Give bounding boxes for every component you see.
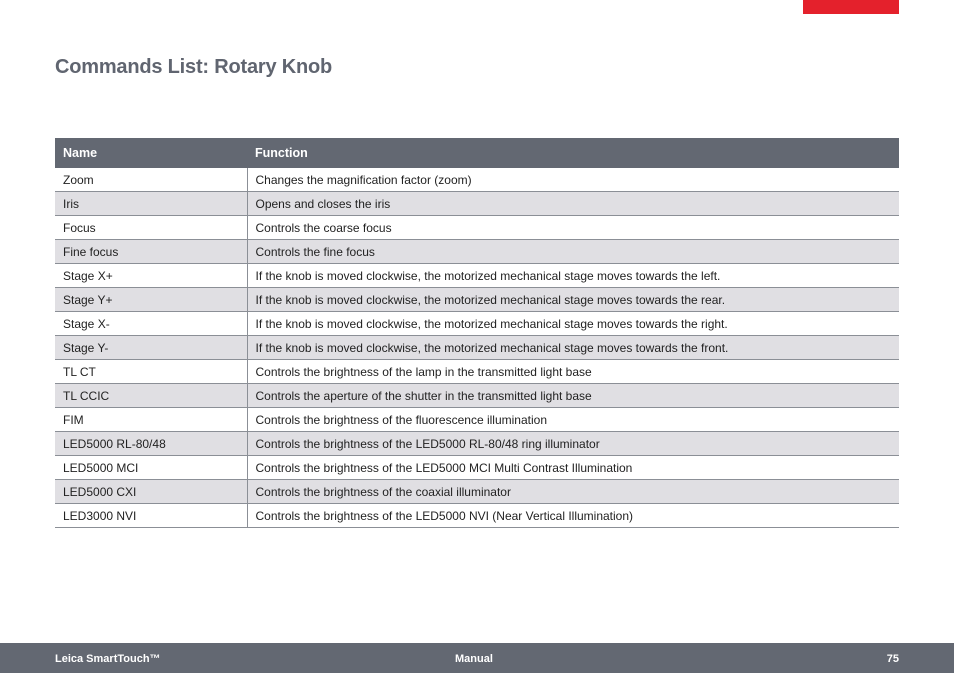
command-function: Controls the coarse focus (247, 216, 899, 240)
command-function: Controls the brightness of the coaxial illuminator (247, 480, 899, 504)
command-function: Controls the brightness of the LED5000 NVI (Near Vertical Illumination) (247, 504, 899, 528)
command-function: Controls the fine focus (247, 240, 899, 264)
table-row (55, 432, 899, 456)
command-name: Stage X- (55, 312, 247, 336)
command-name: Stage X+ (55, 264, 247, 288)
command-function: Changes the magnification factor (zoom) (247, 168, 899, 192)
command-name: Stage Y+ (55, 288, 247, 312)
table-row (55, 288, 899, 312)
table-row (55, 312, 899, 336)
command-function: Controls the brightness of the LED5000 MCI Multi Contrast Illumination (247, 456, 899, 480)
column-header-name: Name (55, 138, 247, 168)
command-function: Controls the brightness of the fluorescence illumination (247, 408, 899, 432)
commands-table (55, 138, 899, 528)
table-row (55, 168, 899, 192)
page-number: 75 (886, 653, 899, 665)
footer-brand: Leica SmartTouch™ (55, 653, 161, 665)
column-header-function: Function (247, 138, 899, 168)
table-row (55, 192, 899, 216)
command-function: Controls the aperture of the shutter in the transmitted light base (247, 384, 899, 408)
page-footer (0, 643, 954, 673)
table-row (55, 336, 899, 360)
table-row (55, 480, 899, 504)
table-row (55, 264, 899, 288)
table-row (55, 504, 899, 528)
command-name: TL CCIC (55, 384, 247, 408)
command-function: If the knob is moved clockwise, the motorized mechanical stage moves towards the left. (247, 264, 899, 288)
command-name: Fine focus (55, 240, 247, 264)
command-function: Controls the brightness of the lamp in the transmitted light base (247, 360, 899, 384)
command-function: Controls the brightness of the LED5000 RL-80/48 ring illuminator (247, 432, 899, 456)
command-name: LED5000 RL-80/48 (55, 432, 247, 456)
table-header-row (55, 138, 899, 168)
table-header (55, 138, 899, 168)
command-function: Opens and closes the iris (247, 192, 899, 216)
table-row (55, 408, 899, 432)
command-name: TL CT (55, 360, 247, 384)
command-name: Zoom (55, 168, 247, 192)
command-name: LED3000 NVI (55, 504, 247, 528)
table-body (55, 168, 899, 528)
table-row (55, 216, 899, 240)
page-title: Commands List: Rotary Knob (55, 56, 333, 78)
command-name: Stage Y- (55, 336, 247, 360)
command-function: If the knob is moved clockwise, the motorized mechanical stage moves towards the front. (247, 336, 899, 360)
table-row (55, 456, 899, 480)
command-function: If the knob is moved clockwise, the motorized mechanical stage moves towards the right. (247, 312, 899, 336)
command-name: Focus (55, 216, 247, 240)
footer-section: Manual (455, 653, 493, 665)
accent-tab (803, 0, 899, 14)
command-name: LED5000 CXI (55, 480, 247, 504)
command-name: Iris (55, 192, 247, 216)
table-row (55, 360, 899, 384)
command-name: LED5000 MCI (55, 456, 247, 480)
table-row (55, 240, 899, 264)
table-row (55, 384, 899, 408)
command-function: If the knob is moved clockwise, the motorized mechanical stage moves towards the rear. (247, 288, 899, 312)
command-name: FIM (55, 408, 247, 432)
